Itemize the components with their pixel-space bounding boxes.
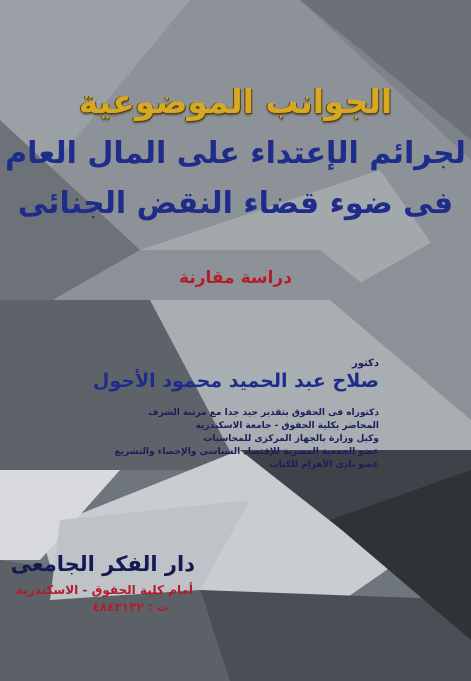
publisher-address: أمام كلية الحقوق - الاسكندرية	[15, 583, 193, 597]
author-name: صلاح عبد الحميد محمود الأحول	[92, 370, 379, 392]
author-title-label: دكتور	[351, 358, 379, 369]
publisher-phone: ت : ٤٨٤٣١٣٢	[92, 600, 169, 614]
publisher-name: دار الفكر الجامعى	[10, 552, 195, 576]
title-line-2: لجرائم الإعتداء على المال العام	[5, 136, 466, 171]
author-credential: دكتوراه فى الحقوق بتقدير جيد جدا مع مرتبة الشرف	[148, 408, 379, 418]
title-line-1: الجوانب الموضوعية	[78, 82, 393, 121]
subtitle: دراسة مقارنة	[179, 268, 292, 288]
author-credential: عضو نادى الأهرام للكتاب	[269, 460, 379, 470]
author-credential: عضو الجمعية المصرية للإقتصاد السياسى والإحصاء والتشريع	[114, 447, 379, 457]
title-line-3: فى ضوء قضاء النقض الجنائى	[17, 186, 454, 221]
author-credential: المحاضر بكلية الحقوق - جامعة الاسكندرية	[195, 421, 379, 431]
author-credential: وكيل وزارة بالجهاز المركزى للمحاسبات	[203, 434, 379, 444]
